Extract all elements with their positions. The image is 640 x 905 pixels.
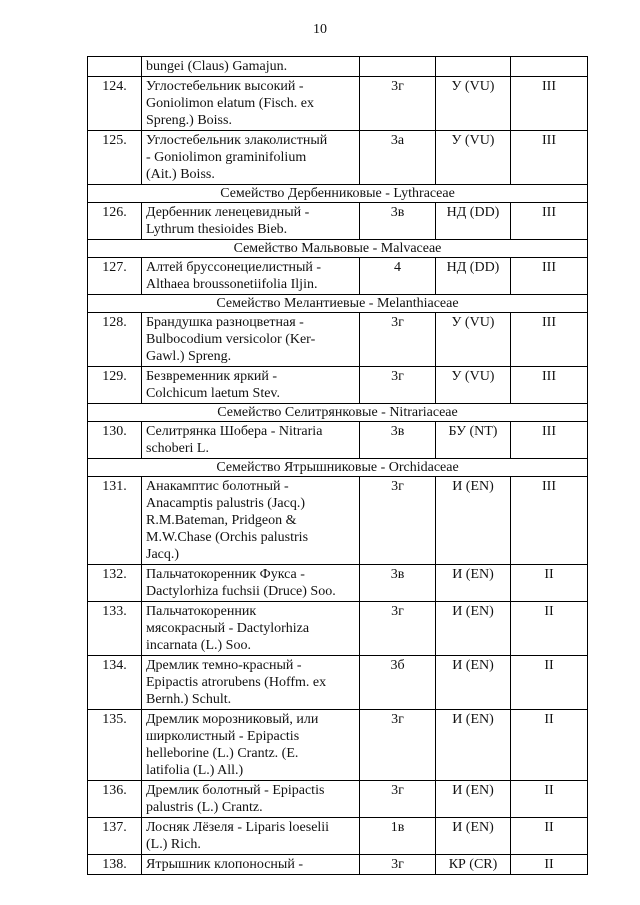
protection-level: II <box>511 818 588 855</box>
threat-status: НД (DD) <box>436 203 511 240</box>
species-row <box>88 781 588 818</box>
row-number: 125. <box>88 131 142 185</box>
threat-status: КР (CR) <box>436 855 511 875</box>
protection-level: II <box>511 656 588 710</box>
species-row <box>88 422 588 459</box>
rarity-category: 3в <box>360 565 436 602</box>
rarity-category: 3в <box>360 422 436 459</box>
family-name: Семейство Ятрышниковые - Orchidaceae <box>88 459 588 477</box>
rarity-category: 3г <box>360 602 436 656</box>
rarity-category: 3г <box>360 313 436 367</box>
family-header-row <box>88 404 588 422</box>
row-number: 131. <box>88 477 142 565</box>
rarity-category: 3г <box>360 77 436 131</box>
species-name: Брандушка разноцветная - Bulbocodium versicolor (Ker- Gawl.) Spreng. <box>142 313 360 367</box>
rarity-category: 3г <box>360 477 436 565</box>
rarity-category: 3в <box>360 203 436 240</box>
protection-level: III <box>511 77 588 131</box>
row-number: 127. <box>88 258 142 295</box>
page-number: 10 <box>313 22 327 37</box>
row-number <box>88 57 142 77</box>
rarity-category <box>360 57 436 77</box>
protection-level: III <box>511 422 588 459</box>
threat-status: И (EN) <box>436 477 511 565</box>
species-row <box>88 367 588 404</box>
protection-level: III <box>511 477 588 565</box>
rarity-category: 3г <box>360 367 436 404</box>
species-row <box>88 710 588 781</box>
species-name: Дербенник ленецевидный - Lythrum thesioides Bieb. <box>142 203 360 240</box>
protection-level <box>511 57 588 77</box>
family-name: Семейство Мальвовые - Malvaceae <box>88 240 588 258</box>
row-number: 132. <box>88 565 142 602</box>
species-name: Лосняк Лёзеля - Liparis loeselii (L.) Rich. <box>142 818 360 855</box>
threat-status: БУ (NT) <box>436 422 511 459</box>
protection-level: III <box>511 367 588 404</box>
threat-status: У (VU) <box>436 131 511 185</box>
threat-status: И (EN) <box>436 565 511 602</box>
row-number: 134. <box>88 656 142 710</box>
row-number: 133. <box>88 602 142 656</box>
row-number: 135. <box>88 710 142 781</box>
threat-status: И (EN) <box>436 710 511 781</box>
protection-level: II <box>511 855 588 875</box>
species-table-body <box>88 57 588 875</box>
species-name: Дремлик болотный - Epipactis palustris (L.) Crantz. <box>142 781 360 818</box>
threat-status: И (EN) <box>436 781 511 818</box>
species-row <box>88 477 588 565</box>
species-row <box>88 258 588 295</box>
row-number: 130. <box>88 422 142 459</box>
species-name: Дремлик темно-красный - Epipactis atrorubens (Hoffm. ex Bernh.) Schult. <box>142 656 360 710</box>
row-number: 137. <box>88 818 142 855</box>
protection-level: III <box>511 313 588 367</box>
row-number: 126. <box>88 203 142 240</box>
species-name: Дремлик морозниковый, или ширколистный - Epipactis helleborine (L.) Crantz. (E. latifolia (L.) All.) <box>142 710 360 781</box>
species-name: bungei (Claus) Gamajun. <box>142 57 360 77</box>
threat-status: И (EN) <box>436 602 511 656</box>
species-name: Углостебельник злаколистный - Goniolimon graminifolium (Ait.) Boiss. <box>142 131 360 185</box>
family-header-row <box>88 185 588 203</box>
species-name: Селитрянка Шобера - Nitraria schoberi L. <box>142 422 360 459</box>
row-number: 124. <box>88 77 142 131</box>
species-name: Пальчатокоренник мясокрасный - Dactylorhiza incarnata (L.) Soo. <box>142 602 360 656</box>
rarity-category: 3б <box>360 656 436 710</box>
family-header-row <box>88 240 588 258</box>
protection-level: II <box>511 602 588 656</box>
threat-status: У (VU) <box>436 313 511 367</box>
row-number: 136. <box>88 781 142 818</box>
rarity-category: 3г <box>360 710 436 781</box>
species-row <box>88 77 588 131</box>
protection-level: III <box>511 258 588 295</box>
protection-level: II <box>511 710 588 781</box>
family-name: Семейство Мелантиевые - Melanthiaceae <box>88 295 588 313</box>
threat-status: И (EN) <box>436 656 511 710</box>
species-name: Пальчатокоренник Фукса - Dactylorhiza fuchsii (Druce) Soo. <box>142 565 360 602</box>
species-name: Ятрышник клопоносный - <box>142 855 360 875</box>
rarity-category: 3г <box>360 855 436 875</box>
family-header-row <box>88 295 588 313</box>
family-name: Семейство Селитрянковые - Nitrariaceae <box>88 404 588 422</box>
threat-status: И (EN) <box>436 818 511 855</box>
species-table <box>87 56 588 875</box>
threat-status: У (VU) <box>436 367 511 404</box>
species-row <box>88 656 588 710</box>
species-row <box>88 818 588 855</box>
threat-status <box>436 57 511 77</box>
threat-status: НД (DD) <box>436 258 511 295</box>
protection-level: II <box>511 781 588 818</box>
row-number: 138. <box>88 855 142 875</box>
family-header-row <box>88 459 588 477</box>
species-name: Алтей бруссонециелистный - Althaea broussonetiifolia Iljin. <box>142 258 360 295</box>
rarity-category: 4 <box>360 258 436 295</box>
row-number: 129. <box>88 367 142 404</box>
species-name: Углостебельник высокий - Goniolimon elatum (Fisch. ex Spreng.) Boiss. <box>142 77 360 131</box>
protection-level: III <box>511 131 588 185</box>
row-number: 128. <box>88 313 142 367</box>
species-row <box>88 313 588 367</box>
threat-status: У (VU) <box>436 77 511 131</box>
protection-level: II <box>511 565 588 602</box>
rarity-category: 1в <box>360 818 436 855</box>
species-row <box>88 203 588 240</box>
species-row <box>88 57 588 77</box>
species-row <box>88 565 588 602</box>
rarity-category: 3г <box>360 781 436 818</box>
species-row <box>88 131 588 185</box>
protection-level: III <box>511 203 588 240</box>
species-row <box>88 855 588 875</box>
species-name: Анакамптис болотный - Anacamptis palustris (Jacq.) R.M.Bateman, Pridgeon & M.W.Chase (Orchis palustris Jacq.) <box>142 477 360 565</box>
species-name: Безвременник яркий - Colchicum laetum Stev. <box>142 367 360 404</box>
rarity-category: 3а <box>360 131 436 185</box>
species-row <box>88 602 588 656</box>
family-name: Семейство Дербенниковые - Lythraceae <box>88 185 588 203</box>
